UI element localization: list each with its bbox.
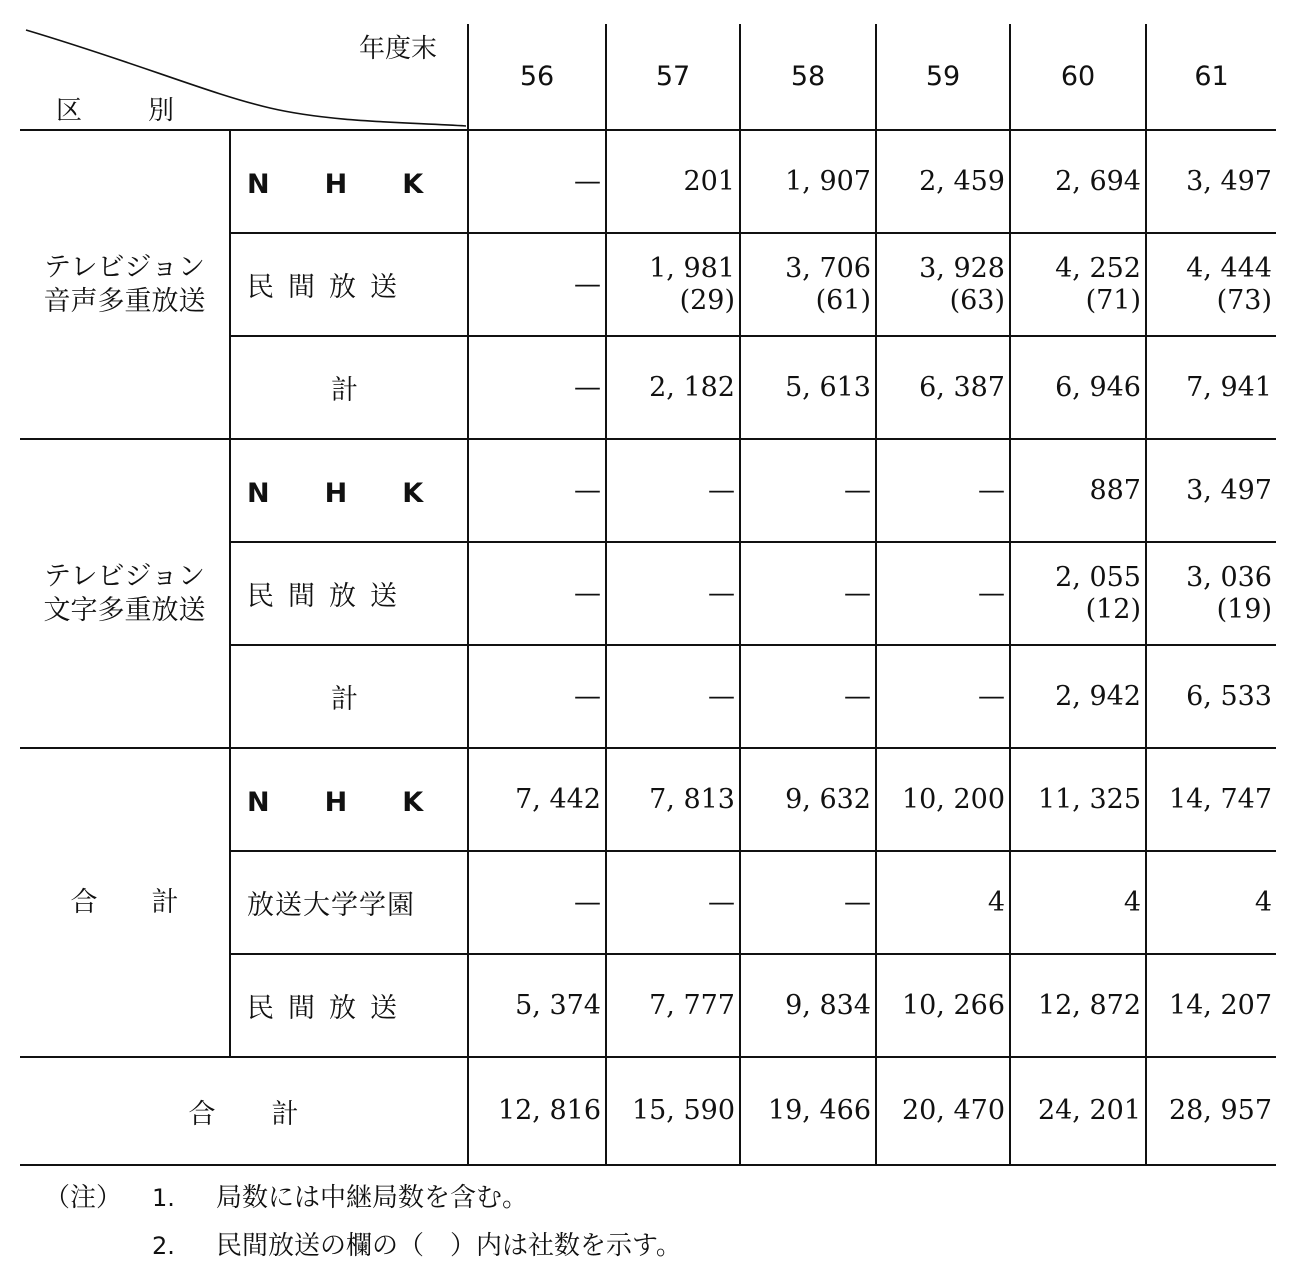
group-title-line: テレビジョン [44, 251, 205, 283]
group-title-line: 音声多重放送 [43, 285, 206, 317]
value-cell [606, 645, 740, 748]
station-count: 3, 497 [1186, 165, 1272, 197]
grand-total-value: 19, 466 [740, 1057, 876, 1165]
value-cell [1146, 645, 1276, 748]
grand-total-value: 15, 590 [606, 1057, 740, 1165]
company-count: (63) [949, 284, 1005, 316]
row-label: N H K [230, 439, 468, 542]
year-header: 59 [876, 24, 1010, 130]
row-label: 放送大学学園 [230, 851, 468, 954]
value-cell [876, 954, 1010, 1057]
value-cell [468, 233, 606, 336]
station-count: 887 [1089, 474, 1141, 506]
station-count: 3, 928 [919, 252, 1005, 284]
value-cell [1010, 336, 1146, 439]
station-count: — [574, 886, 601, 918]
station-count: — [978, 680, 1005, 712]
station-count: — [844, 680, 871, 712]
year-end-label: 年度末 [358, 34, 437, 64]
company-count: (29) [679, 284, 735, 316]
value-cell [1010, 954, 1146, 1057]
station-count: 9, 834 [785, 989, 871, 1021]
value-cell [1146, 336, 1276, 439]
station-count: 7, 442 [515, 783, 601, 815]
value-cell [468, 748, 606, 851]
grand-total-value: 24, 201 [1010, 1057, 1146, 1165]
value-cell [876, 645, 1010, 748]
station-count: — [978, 474, 1005, 506]
station-count: 14, 207 [1168, 989, 1272, 1021]
value-cell [468, 851, 606, 954]
grand-total-value: 28, 957 [1146, 1057, 1276, 1165]
value-cell [740, 130, 876, 233]
value-cell [468, 439, 606, 542]
grand-total-label-part: 計 [271, 1098, 299, 1130]
station-count: 7, 813 [649, 783, 735, 815]
station-count: 6, 533 [1186, 680, 1272, 712]
year-header: 60 [1010, 24, 1146, 130]
grand-total-value: 12, 816 [468, 1057, 606, 1165]
note-number: 2. [152, 1232, 175, 1260]
station-count: 4, 252 [1055, 252, 1141, 284]
value-cell [740, 645, 876, 748]
station-count: 201 [683, 165, 735, 197]
value-cell [1010, 130, 1146, 233]
station-count: — [844, 886, 871, 918]
station-count: — [708, 577, 735, 609]
station-count: — [574, 165, 601, 197]
row-label: N H K [230, 130, 468, 233]
year-header: 57 [606, 24, 740, 130]
company-count: (19) [1216, 593, 1272, 625]
category-label: 区 別 [56, 96, 195, 126]
station-count: 10, 200 [901, 783, 1005, 815]
value-cell [606, 439, 740, 542]
value-cell [606, 233, 740, 336]
note-tag: （注） [44, 1183, 123, 1213]
station-count: 1, 981 [649, 252, 735, 284]
station-count: 6, 387 [919, 371, 1005, 403]
value-cell [876, 439, 1010, 542]
station-count: 4, 444 [1186, 252, 1272, 284]
station-count: — [708, 474, 735, 506]
station-count: 3, 036 [1186, 561, 1272, 593]
station-count: — [844, 474, 871, 506]
station-count: 3, 706 [785, 252, 871, 284]
company-count: (61) [815, 284, 871, 316]
broadcast-stations-table [20, 24, 1276, 1166]
value-cell [1010, 439, 1146, 542]
station-count: 7, 777 [649, 989, 735, 1021]
row-label: 民間放送 [230, 233, 468, 336]
group-title [20, 748, 230, 1057]
value-cell [1010, 542, 1146, 645]
group-title-line: テレビジョン [44, 560, 205, 592]
station-count: 2, 459 [919, 165, 1005, 197]
station-count: 4 [1123, 886, 1141, 918]
table-row [20, 439, 1276, 542]
header-corner [20, 24, 468, 130]
value-cell [876, 130, 1010, 233]
table-row [20, 748, 1276, 851]
group-title-line: 文字多重放送 [43, 594, 206, 626]
group-title-line: 合 計 [70, 886, 179, 918]
station-count: — [574, 577, 601, 609]
station-count: — [708, 680, 735, 712]
value-cell [876, 336, 1010, 439]
station-count: 6, 946 [1055, 371, 1141, 403]
station-count: — [574, 371, 601, 403]
value-cell [740, 542, 876, 645]
value-cell [1146, 233, 1276, 336]
row-label: N H K [230, 748, 468, 851]
note-text: 民間放送の欄の（ ）内は社数を示す。 [216, 1231, 682, 1261]
value-cell [740, 954, 876, 1057]
value-cell [876, 851, 1010, 954]
value-cell [468, 542, 606, 645]
row-label: 民間放送 [230, 954, 468, 1057]
grand-total-label [20, 1057, 468, 1165]
value-cell [606, 748, 740, 851]
group-title [20, 439, 230, 748]
station-count: 4 [1254, 886, 1272, 918]
value-cell [606, 851, 740, 954]
value-cell [1146, 542, 1276, 645]
value-cell [1146, 439, 1276, 542]
table-row [20, 130, 1276, 233]
value-cell [606, 542, 740, 645]
station-count: — [844, 577, 871, 609]
station-count: 3, 497 [1186, 474, 1272, 506]
station-count: 2, 182 [649, 371, 735, 403]
value-cell [1010, 233, 1146, 336]
value-cell [1146, 748, 1276, 851]
grand-total-label-part: 合 [188, 1098, 216, 1130]
value-cell [740, 748, 876, 851]
station-count: 5, 374 [515, 989, 601, 1021]
year-header: 56 [468, 24, 606, 130]
station-count: 14, 747 [1168, 783, 1272, 815]
row-label: 計 [230, 336, 468, 439]
value-cell [876, 542, 1010, 645]
value-cell [740, 336, 876, 439]
station-count: — [574, 680, 601, 712]
station-count: 2, 694 [1055, 165, 1141, 197]
group-title [20, 130, 230, 439]
station-count: 2, 942 [1055, 680, 1141, 712]
company-count: (12) [1085, 593, 1141, 625]
station-count: — [574, 474, 601, 506]
station-count: 1, 907 [785, 165, 871, 197]
year-header: 61 [1146, 24, 1276, 130]
value-cell [468, 336, 606, 439]
value-cell [606, 336, 740, 439]
year-header: 58 [740, 24, 876, 130]
station-count: 10, 266 [901, 989, 1005, 1021]
value-cell [740, 851, 876, 954]
note-text: 局数には中継局数を含む。 [216, 1183, 529, 1213]
station-count: — [978, 577, 1005, 609]
station-count: 4 [987, 886, 1005, 918]
value-cell [1010, 851, 1146, 954]
header-row [20, 24, 1276, 130]
row-label: 計 [230, 645, 468, 748]
value-cell [606, 954, 740, 1057]
value-cell [606, 130, 740, 233]
station-count: 11, 325 [1037, 783, 1141, 815]
company-count: (71) [1085, 284, 1141, 316]
station-count: 2, 055 [1055, 561, 1141, 593]
value-cell [468, 645, 606, 748]
note-number: 1. [152, 1184, 175, 1212]
value-cell [1146, 130, 1276, 233]
value-cell [1146, 954, 1276, 1057]
station-count: — [574, 268, 601, 300]
station-count: 7, 941 [1186, 371, 1272, 403]
value-cell [468, 130, 606, 233]
value-cell [740, 439, 876, 542]
station-count: 9, 632 [785, 783, 871, 815]
grand-total-value: 20, 470 [876, 1057, 1010, 1165]
value-cell [876, 233, 1010, 336]
value-cell [740, 233, 876, 336]
value-cell [1010, 645, 1146, 748]
company-count: (73) [1216, 284, 1272, 316]
station-count: 5, 613 [785, 371, 871, 403]
row-label: 民間放送 [230, 542, 468, 645]
value-cell [468, 954, 606, 1057]
station-count: — [708, 886, 735, 918]
value-cell [876, 748, 1010, 851]
station-count: 12, 872 [1037, 989, 1141, 1021]
value-cell [1146, 851, 1276, 954]
grand-total-row [20, 1057, 1276, 1165]
value-cell [1010, 748, 1146, 851]
notes [44, 1174, 682, 1270]
